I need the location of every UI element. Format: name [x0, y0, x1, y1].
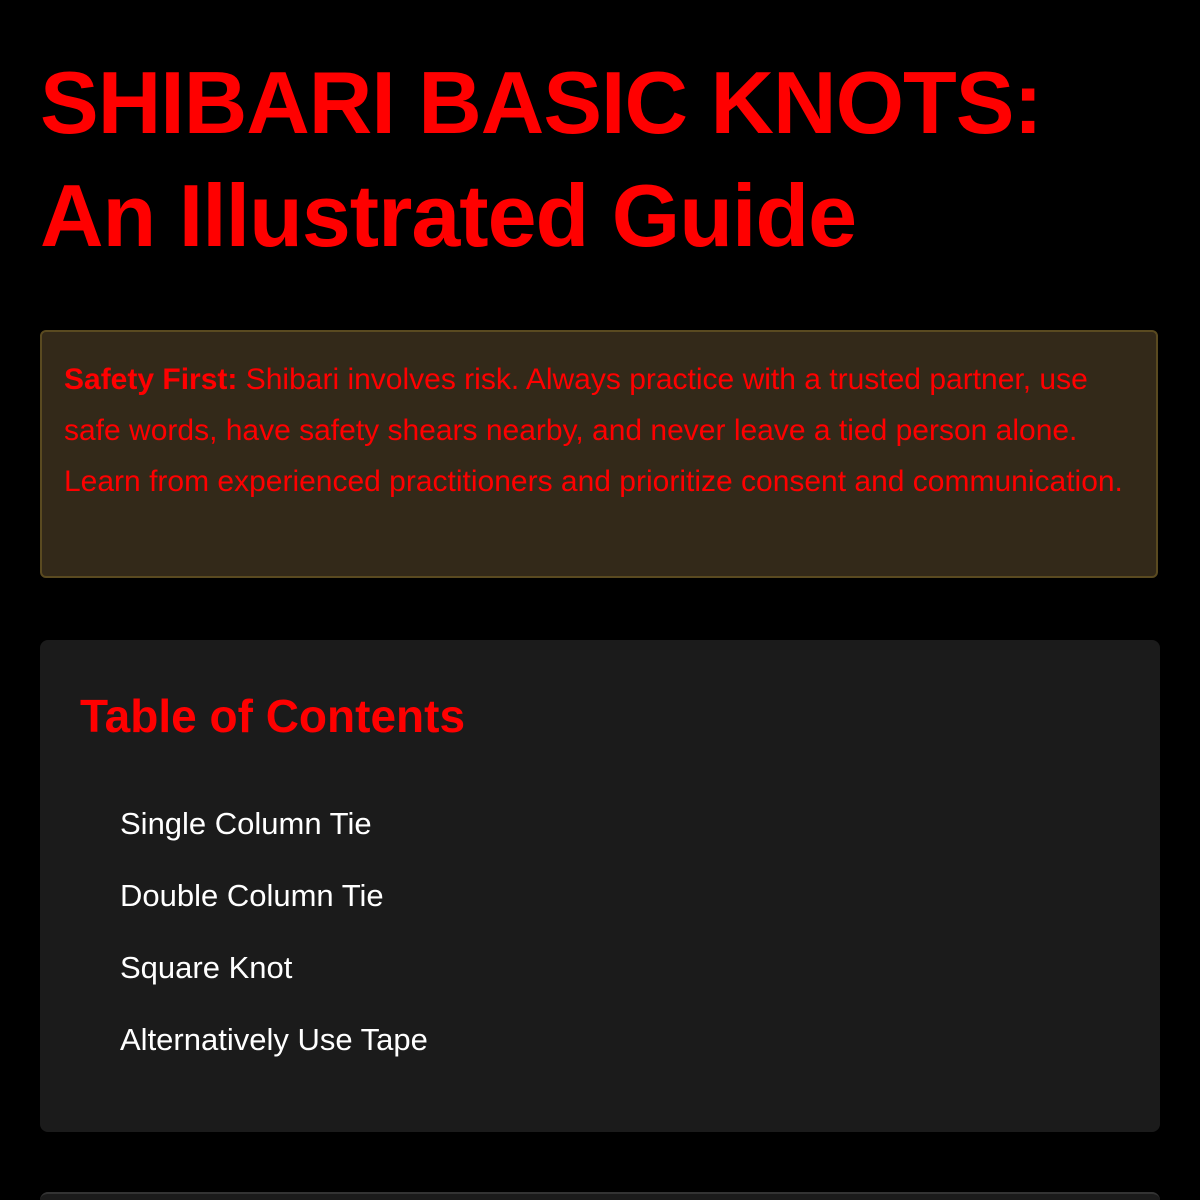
safety-notice [40, 330, 1158, 578]
page-title-line-1: SHIBARI BASIC KNOTS: [40, 53, 1042, 152]
table-of-contents [40, 640, 1160, 1132]
page-title-line-2: An Illustrated Guide [40, 166, 857, 265]
safety-label: Safety First: [64, 363, 238, 396]
safety-text: Shibari involves risk. Always practice with a trusted partner, use safe words, have safety shears nearby, and never leave a tied person alone. Learn from experienced practitioners and prioritize consent and communication. [64, 363, 1123, 498]
page-content [40, 0, 1160, 1200]
toc-list [80, 806, 1120, 1058]
toc-heading: Table of Contents [80, 690, 466, 742]
toc-item-alternatively-use-tape[interactable]: Alternatively Use Tape [120, 1022, 428, 1057]
page-title [40, 46, 1042, 272]
next-section-card [40, 1192, 1160, 1200]
toc-item-single-column-tie[interactable]: Single Column Tie [120, 806, 372, 841]
toc-item-square-knot[interactable]: Square Knot [120, 950, 293, 985]
toc-item-double-column-tie[interactable]: Double Column Tie [120, 878, 384, 913]
